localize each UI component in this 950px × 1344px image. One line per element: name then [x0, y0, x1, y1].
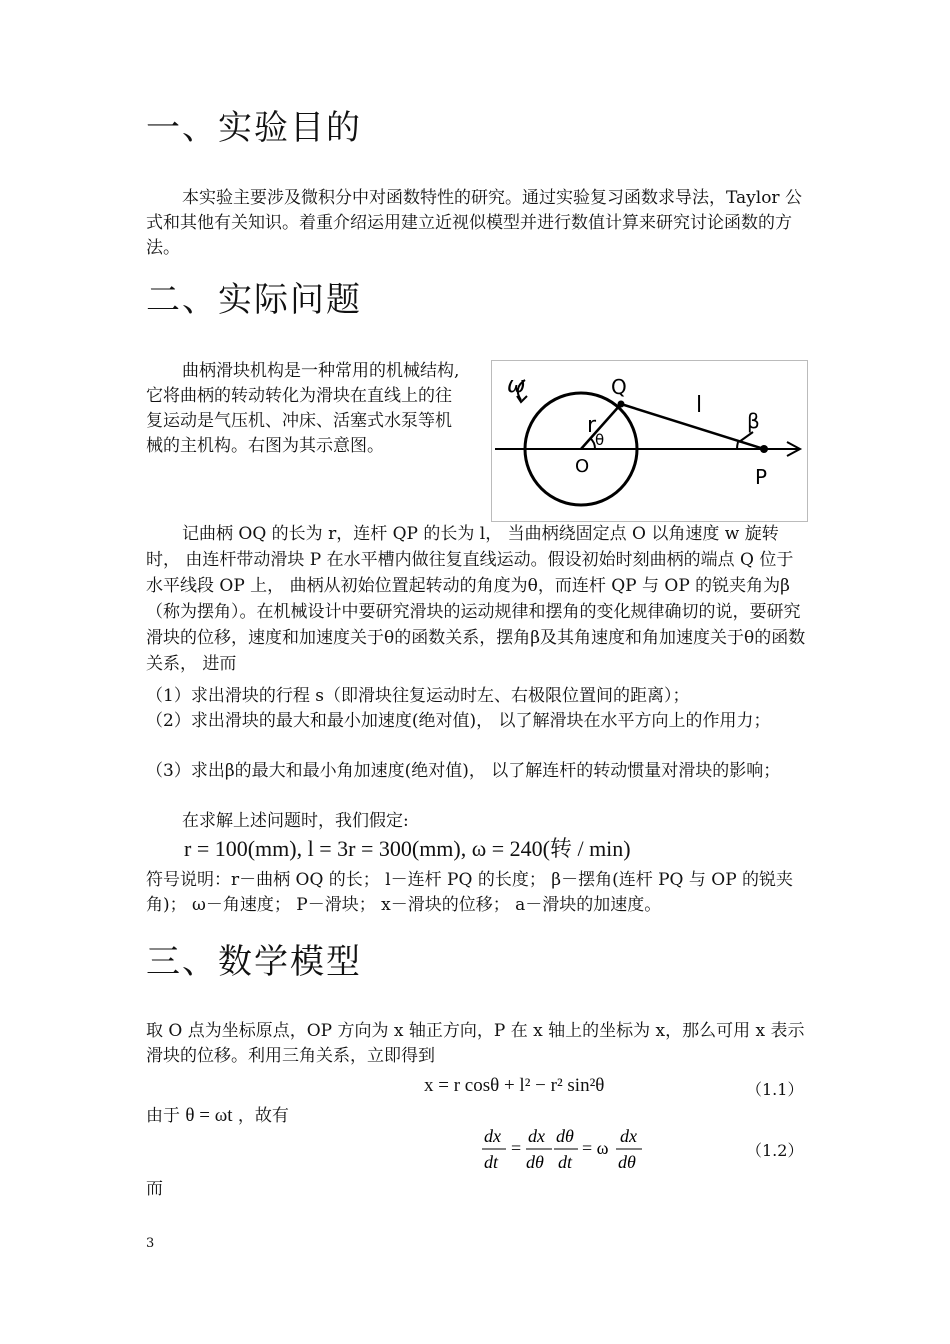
label-p: P: [755, 465, 768, 489]
theta-equals-omega-t: θ = ωt: [185, 1105, 233, 1126]
point-p: [760, 445, 768, 453]
beta-arc: [737, 442, 738, 449]
section-3-continuation: 而: [146, 1179, 163, 1199]
section-2-title: 二、实际问题: [146, 280, 362, 320]
label-r: r: [587, 413, 597, 438]
equation-1-2: [478, 1122, 648, 1178]
section-2-intro: 曲柄滑块机构是一种常用的机械结构,它将曲柄的转动转化为滑块在直线上的往复运动是气压机、冲床、活塞式水泵等机械的主机构。右图为其示意图。: [146, 361, 460, 456]
since-text: [146, 1103, 289, 1129]
svg-text:dt: dt: [484, 1152, 499, 1172]
crank-slider-diagram: [491, 360, 808, 522]
section-3-title: 三、数学模型: [146, 942, 362, 982]
svg-text:dx: dx: [620, 1126, 637, 1146]
svg-text:= ω: = ω: [582, 1138, 609, 1158]
section-1-title: 一、实验目的: [146, 108, 362, 148]
label-q: Q: [611, 375, 627, 399]
svg-text:dθ: dθ: [556, 1126, 574, 1146]
connecting-rod-qp: [621, 404, 764, 449]
since-lead: 由于: [146, 1106, 180, 1126]
point-q: [618, 401, 625, 408]
since-tail: ，故有: [237, 1106, 289, 1126]
equation-1-1: x = r cosθ + l² − r² sin²θ: [424, 1075, 605, 1096]
parameter-values: r = 100(mm), l = 3r = 300(mm), ω = 240(转 / min): [184, 836, 631, 861]
label-theta: θ: [595, 431, 605, 449]
page-number: 3: [146, 1236, 155, 1251]
svg-text:dx: dx: [528, 1126, 545, 1146]
svg-text:dx: dx: [484, 1126, 501, 1146]
beta-pointer: [739, 432, 753, 442]
equation-1-1-number: （1.1）: [746, 1080, 804, 1099]
svg-text:=: =: [511, 1138, 522, 1158]
svg-text:dθ: dθ: [526, 1152, 544, 1172]
svg-text:dt: dt: [558, 1152, 573, 1172]
label-o: O: [575, 456, 590, 477]
svg-text:dθ: dθ: [618, 1152, 636, 1172]
label-omega: ω: [507, 373, 526, 398]
task-item-3: （3）求出β的最大和最小角加速度(绝对值)， 以了解连杆的转动惯量对滑块的影响；: [146, 761, 781, 781]
task-item-1: （1）求出滑块的行程 s（即滑块往复运动时左、右极限位置间的距离）；: [146, 686, 690, 706]
equation-1-2-number: （1.2）: [746, 1141, 804, 1160]
symbol-legend: 符号说明：r－曲柄 OQ 的长； l－连杆 PQ 的长度； β－摆角(连杆 PQ 与 OP 的锐夹角)； ω－角速度； P－滑块； x－滑块的位移； a－滑块的加速度。: [146, 870, 794, 915]
section-2-paragraph: 记曲柄 OQ 的长为 r，连杆 QP 的长为 l， 当曲柄绕固定点 O 以角速度 w 旋转时， 由连杆带动滑块 P 在水平槽内做往复直线运动。假设初始时刻曲柄的端点 Q 位于水平线段 OP 上， 曲柄从初始位置起转动的角度为θ，而连杆 QP 与 OP 的锐夹角为β（称为摆角）。在机械设计中要研究滑块的运动规律和摆角的变化规律确切的说，要研究滑块的位移，速度和加速度关于θ的函数关系，摆角β及其角速度和角加速度关于θ的函数关系， 进而: [146, 524, 806, 674]
label-l: l: [696, 393, 703, 418]
diagram-frame: [492, 361, 808, 522]
label-beta: β: [747, 409, 760, 433]
section-1-body: 本实验主要涉及微积分中对函数特性的研究。通过实验复习函数求导法，Taylor 公式和其他有关知识。着重介绍运用建立近视似模型并进行数值计算来研究讨论函数的方法。: [146, 188, 802, 258]
task-item-2: （2）求出滑块的最大和最小加速度(绝对值)， 以了解滑块在水平方向上的作用力；: [146, 711, 771, 731]
section-3-paragraph: 取 O 点为坐标原点，OP 方向为 x 轴正方向，P 在 x 轴上的坐标为 x，那么可用 x 表示滑块的位移。利用三角关系，立即得到: [146, 1021, 805, 1066]
assumption-lead: 在求解上述问题时，我们假定:: [182, 811, 409, 831]
